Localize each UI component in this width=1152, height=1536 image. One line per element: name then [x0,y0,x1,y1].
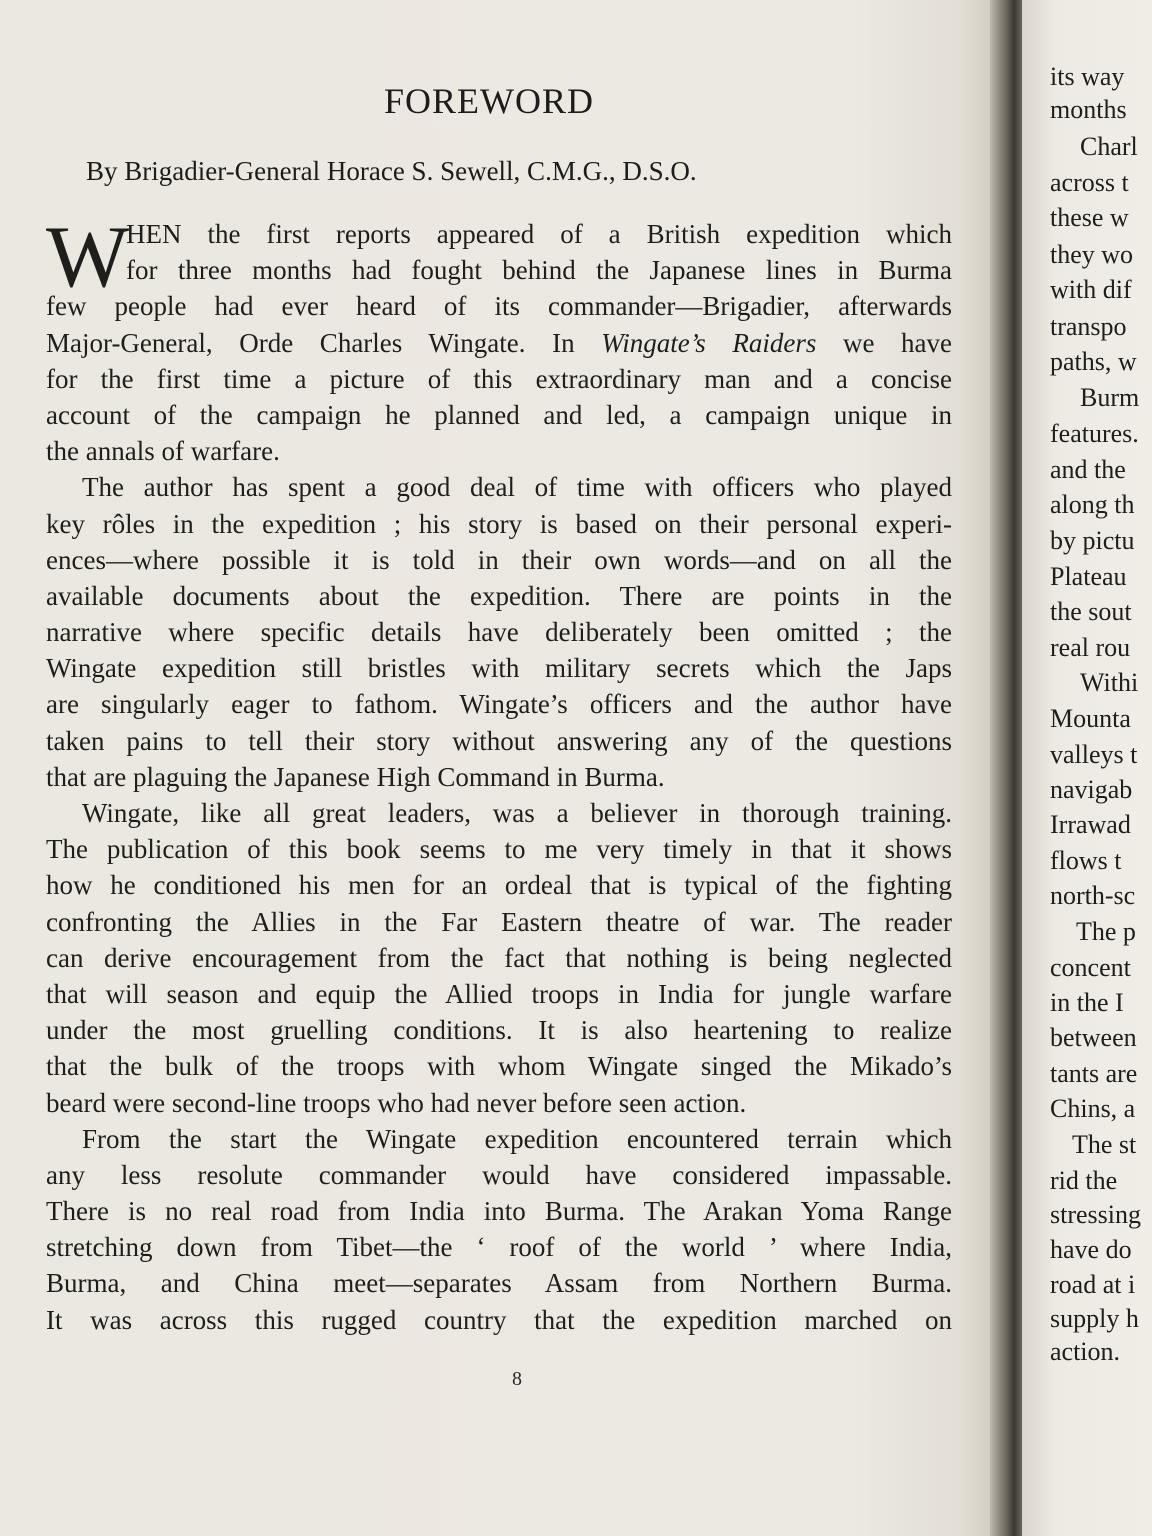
right-text-line: have do [1050,1235,1132,1264]
right-text-line: along th [1050,490,1135,519]
right-text-line: Plateau [1050,562,1127,591]
right-text-line: real rou [1050,633,1131,662]
right-text-line: rid the [1050,1166,1118,1195]
text-line: The publication of this book seems to me very timely in that it shows [46,834,952,865]
right-text-line: supply h [1050,1304,1139,1333]
right-text-line: The p [1076,917,1136,946]
text-line: account of the campaign he planned and led, a campaign unique in [46,399,952,430]
text-line: Burma, and China meet—separates Assam from Northern Burma. [46,1268,952,1299]
right-text-line: they wo [1050,240,1134,269]
text-line: how he conditioned his men for an ordeal that is typical of the fighting [46,870,952,901]
paragraph-2 [46,469,952,795]
page-number: 8 [512,1368,522,1390]
text-line: key rôles in the expedition ; his story is based on their personal experi- [46,508,952,539]
right-text-line: north-sc [1050,881,1136,910]
right-text-line: Burm [1080,383,1140,412]
text-line: Major-General, Orde Charles Wingate. In Wingate’s Raiders we have [46,327,953,358]
text-line: can derive encouragement from the fact that nothing is being neglected [46,942,952,973]
text-line: It was across this rugged country that the expedition marched on [46,1304,952,1335]
right-text-line: paths, w [1050,347,1137,376]
right-text-line: by pictu [1050,526,1135,555]
right-text-line: The st [1072,1130,1137,1159]
right-text-line: in the I [1050,988,1124,1017]
paragraph-1 [46,209,953,469]
byline: By Brigadier-General Horace S. Sewell, C.M.G., D.S.O. [86,156,697,186]
text-line: for the first time a picture of this extraordinary man and a concise [46,363,952,394]
right-text-line: Withi [1080,668,1139,697]
text-line: beard were second-line troops who had never before seen action. [46,1087,747,1118]
paragraph-4 [46,1121,952,1338]
right-text-line: tants are [1050,1059,1138,1088]
right-text-line: these w [1050,203,1129,232]
page-title: FOREWORD [384,81,595,121]
right-text-line: with dif [1050,275,1132,304]
text-line: Wingate, like all great leaders, was a believer in thorough training. [82,798,952,828]
text-line: HEN the first reports appeared of a British expedition which [126,219,952,249]
right-text-line: months [1050,95,1127,124]
text-line: From the start the Wingate expedition encountered terrain which [82,1123,952,1154]
right-text-line: and the [1050,455,1126,484]
text-line: confronting the Allies in the Far Eastern theatre of war. The reader [46,906,952,937]
drop-cap: W [46,209,130,306]
text-line: for three months had fought behind the Japanese lines in Burma [126,255,952,286]
right-text-line: its way [1050,62,1125,91]
text-line: narrative where specific details have deliberately been omitted ; the [46,617,952,648]
right-page [1022,0,1152,1536]
right-text-line: across t [1050,168,1129,197]
body-text [46,209,953,1338]
text-line: few people had ever heard of its commander—Brigadier, afterwards [46,291,952,322]
text-line: taken pains to tell their story without answering any of the questions [46,725,952,756]
right-text-line: navigab [1050,775,1133,804]
paragraph-3 [46,795,952,1121]
text-line: There is no real road from India into Burma. The Arakan Yoma Range [46,1196,952,1227]
right-text-line: Irrawad [1050,810,1131,839]
text-line: that the bulk of the troops with whom Wingate singed the Mikado’s [46,1051,952,1082]
right-text-line: features. [1050,419,1139,448]
right-text-line: road at i [1050,1270,1136,1299]
text-line: available documents about the expedition. There are points in the [46,580,952,611]
right-text-line: transpo [1050,312,1127,341]
text-line: that are plaguing the Japanese High Command in Burma. [46,761,665,792]
text-line: any less resolute commander would have considered impassable. [46,1159,952,1190]
right-text-line: flows t [1050,846,1122,875]
book-title-italic: Wingate’s Raiders [601,327,817,358]
right-text-line: valleys t [1050,740,1138,769]
right-text-line: action. [1050,1337,1121,1366]
right-text-line: Mounta [1050,704,1131,733]
right-text-line: concent [1050,953,1131,982]
text-line: under the most gruelling conditions. It is also heartening to realize [46,1015,952,1046]
right-text-line: between [1050,1023,1137,1052]
text-line: Wingate expedition still bristles with military secrets which the Japs [46,653,952,684]
text-line: stretching down from Tibet—the ‘ roof of the world ’ where India, [46,1232,952,1263]
right-text-line: Chins, a [1050,1094,1136,1123]
text-line: are singularly eager to fathom. Wingate’s officers and the author have [46,689,952,720]
text-line: The author has spent a good deal of time with officers who played [82,472,952,503]
text-line: that will season and equip the Allied troops in India for jungle warfare [46,978,952,1009]
right-text-line: stressing [1050,1200,1141,1229]
right-text-line: the sout [1050,597,1132,626]
right-text-line: Charl [1080,132,1138,161]
text-line: ences—where possible it is told in their own words—and on all the [46,544,952,575]
text-line: the annals of warfare. [46,436,280,467]
